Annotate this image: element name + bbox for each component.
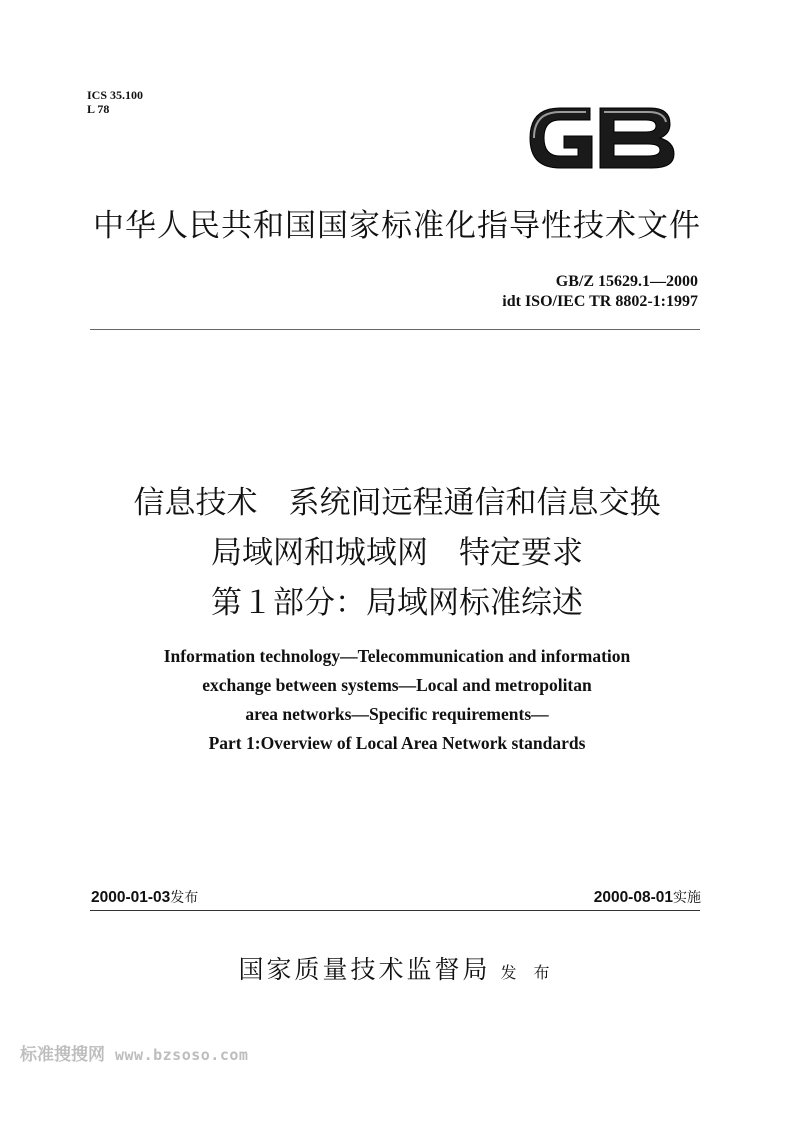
title-chinese (0, 478, 794, 628)
issue-date (91, 887, 198, 907)
title-cn-line-2: 局域网和城域网 特定要求 (211, 535, 583, 571)
implementation-date (594, 887, 701, 907)
document-type-heading: 中华人民共和国国家标准化指导性技术文件 (93, 208, 701, 244)
issuer-name: 国家质量技术监督局 (238, 955, 491, 984)
watermark-site: 标准搜搜网 (20, 1045, 105, 1065)
standard-code: GB/Z 15629.1—2000 (555, 273, 698, 290)
header-divider (90, 329, 700, 330)
classification-codes (87, 88, 143, 116)
title-cn-line-1: 信息技术 系统间远程通信和信息交换 (133, 485, 661, 521)
issuer-label: 发 布 (500, 963, 556, 982)
title-en-line-1: Information technology—Telecommunication and information (163, 646, 631, 666)
watermark-url: www.bzsoso.com (115, 1046, 249, 1064)
title-english (0, 642, 794, 758)
implementation-date-label: 实施 (673, 890, 701, 906)
title-en-line-4: Part 1:Overview of Local Area Network standards (208, 733, 586, 753)
implementation-date-value: 2000-08-01 (593, 889, 673, 906)
title-en-line-3: area networks—Specific requirements— (245, 704, 549, 724)
title-en-line-2: exchange between systems—Local and metropolitan (202, 675, 592, 695)
ccs-code: L 78 (87, 102, 110, 116)
ics-code: ICS 35.100 (87, 88, 144, 102)
standard-number (502, 272, 698, 312)
gb-logo-icon (520, 98, 680, 178)
issue-date-label: 发布 (170, 890, 199, 906)
watermark (20, 1040, 248, 1065)
footer-divider (90, 910, 700, 911)
gb-logo (520, 98, 680, 178)
identical-reference: idt ISO/IEC TR 8802-1:1997 (502, 293, 698, 310)
title-cn-line-3: 第１部分：局域网标准综述 (211, 585, 583, 621)
issue-date-value: 2000-01-03 (91, 889, 171, 906)
issuing-authority (0, 950, 794, 986)
